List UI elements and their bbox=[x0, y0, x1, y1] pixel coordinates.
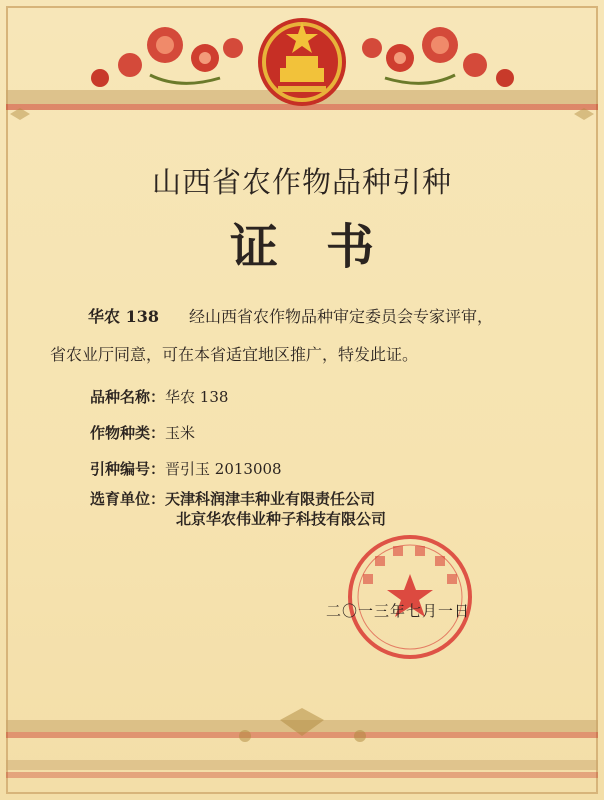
flower-border-icon bbox=[362, 27, 514, 87]
field-label: 引种编号： bbox=[90, 460, 166, 478]
field-value: 华农 138 bbox=[165, 388, 229, 406]
issue-date: 二〇一三年七月一日 bbox=[326, 602, 471, 620]
official-seal bbox=[345, 532, 475, 662]
body-line-1 bbox=[88, 304, 493, 327]
field-label: 选育单位： bbox=[90, 490, 166, 508]
body-line-2: 省农业厅同意，可在本省适宜地区推广，特发此证。 bbox=[50, 345, 419, 364]
breeder-line-2: 北京华农伟业种子科技有限公司 bbox=[176, 510, 387, 528]
field-value: 天津科润津丰种业有限责任公司 bbox=[165, 490, 376, 508]
national-emblem-icon bbox=[258, 18, 346, 106]
field-value: 玉米 bbox=[165, 424, 196, 442]
field-label: 作物种类： bbox=[90, 424, 166, 442]
field-value: 晋引玉 2013008 bbox=[165, 460, 282, 478]
certificate-title: 山西省农作物品种引种 bbox=[151, 165, 452, 199]
body-variety: 华农 138 bbox=[88, 307, 159, 326]
field-breeder bbox=[90, 488, 375, 509]
body-text-1: 经山西省农作物品种审定委员会专家评审， bbox=[188, 307, 493, 326]
flower-border-icon bbox=[91, 27, 243, 87]
field-crop-type bbox=[90, 422, 195, 443]
field-label: 品种名称： bbox=[90, 388, 166, 406]
top-ornament bbox=[0, 0, 604, 140]
certificate-subtitle: 证书 bbox=[229, 219, 422, 275]
field-introduction-number bbox=[90, 458, 282, 479]
field-variety-name bbox=[90, 386, 228, 407]
bottom-ornament bbox=[0, 700, 604, 800]
